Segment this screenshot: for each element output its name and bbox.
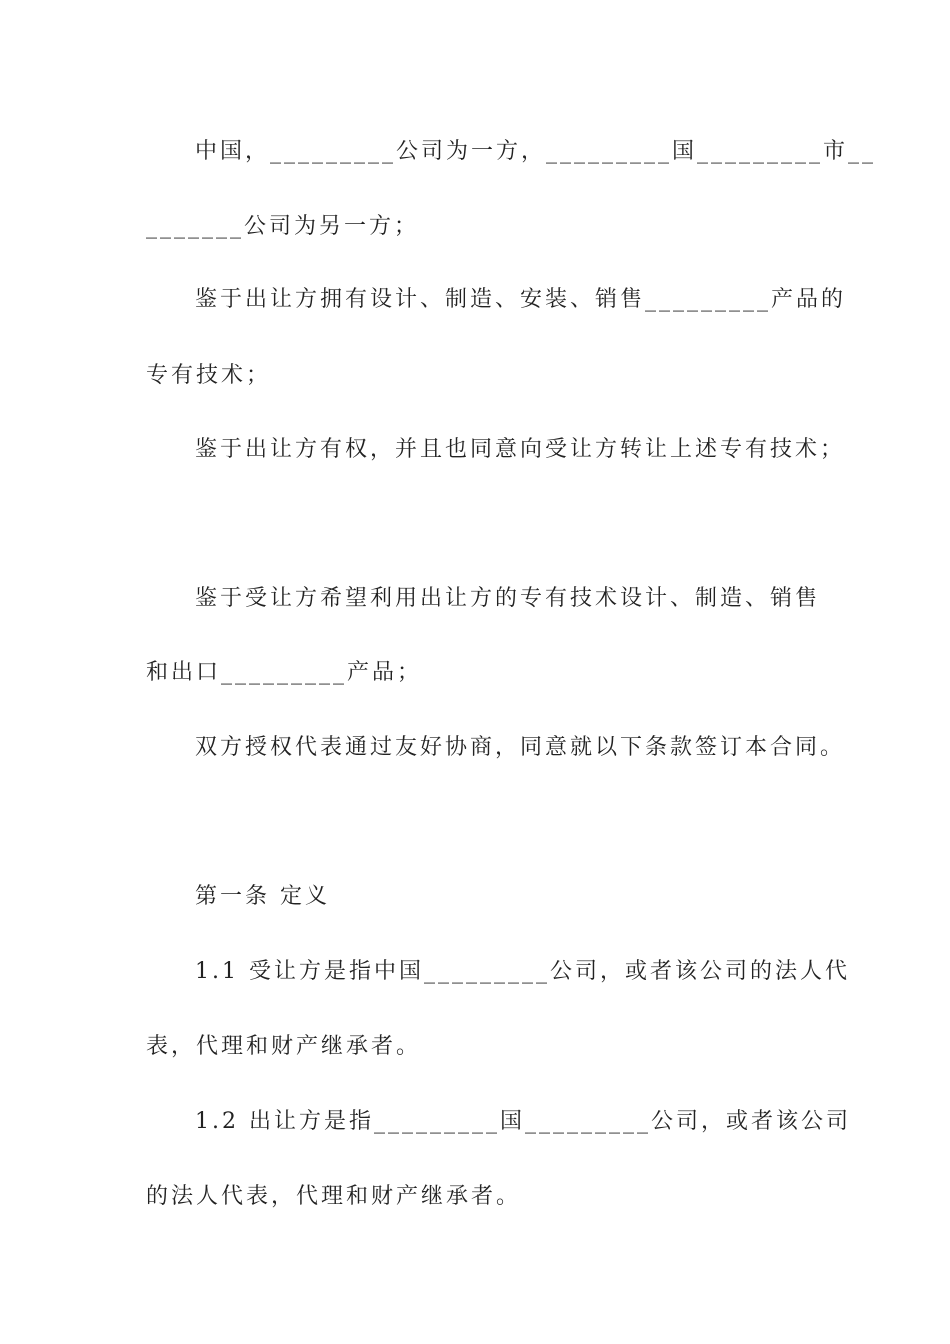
paragraph-agreement: 双方授权代表通过友好协商，同意就以下条款签订本合同。 <box>195 735 846 760</box>
article-1-heading: 第一条 定义 <box>195 884 330 909</box>
paragraph-whereas-3-line-2: 和出口_________产品； <box>146 660 423 685</box>
clause-1-2-line-2: 的法人代表，代理和财产继承者。 <box>146 1184 522 1209</box>
paragraph-whereas-1-line-2: 专有技术； <box>146 363 272 388</box>
clause-1-1-line-1: 1.1 受让方是指中国_________公司，或者该公司的法人代 <box>195 959 850 984</box>
clause-1-1-line-2: 表，代理和财产继承者。 <box>146 1034 422 1059</box>
paragraph-parties-line-2: _______公司为另一方； <box>146 214 420 239</box>
clause-1-2-line-1: 1.2 出让方是指_________国_________公司，或者该公司 <box>195 1109 851 1134</box>
paragraph-whereas-1-line-1: 鉴于出让方拥有设计、制造、安装、销售_________产品的 <box>195 287 847 312</box>
paragraph-parties-line-1: 中国，_________公司为一方，_________国_________市__ <box>195 139 877 164</box>
paragraph-whereas-2: 鉴于出让方有权，并且也同意向受让方转让上述专有技术； <box>195 437 846 462</box>
paragraph-whereas-3-line-1: 鉴于受让方希望利用出让方的专有技术设计、制造、销售 <box>195 586 821 611</box>
